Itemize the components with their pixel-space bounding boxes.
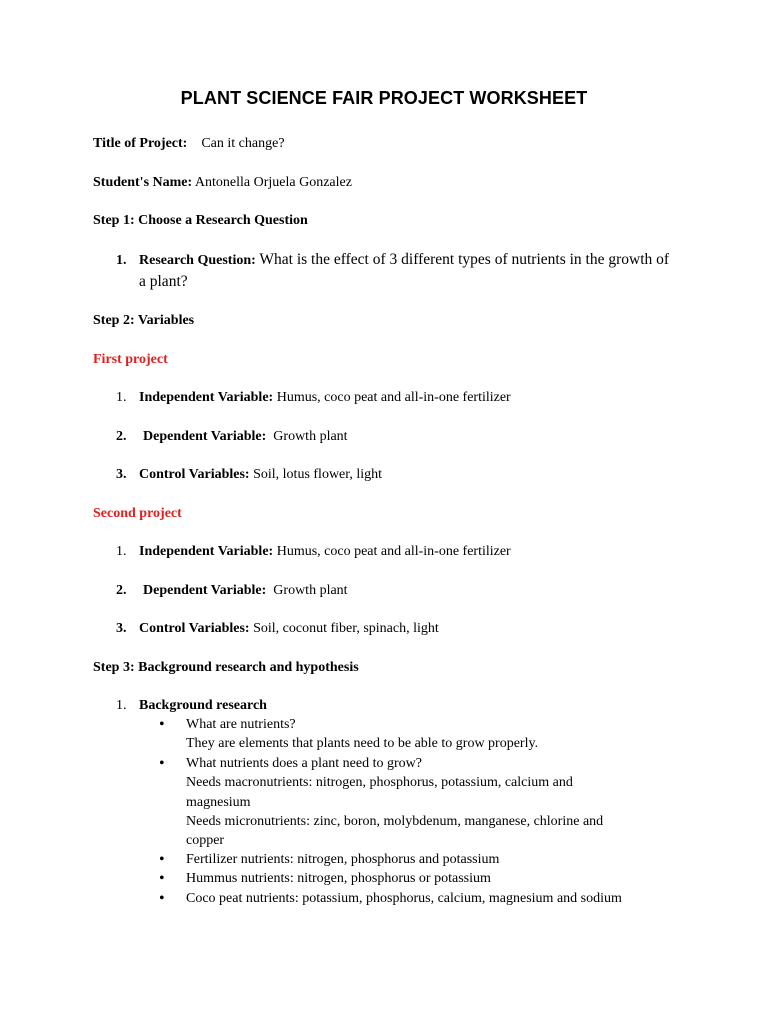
first-independent-variable [139,388,511,407]
research-question-value: What is the effect of 3 different types of nutrients in the growth of a plant? [139,251,670,290]
student-name-line [93,173,352,192]
bullet-line: magnesium [186,794,251,810]
variable-value: Soil, coconut fiber, spinach, light [253,621,439,636]
second-item-3-number: 3. [116,621,127,636]
step3-number: 1. [116,698,127,713]
bullet-item [186,754,676,850]
bullet-item [186,715,676,754]
first-dependent-variable [143,427,348,446]
second-independent-variable [139,542,511,561]
second-control-variables [139,619,439,638]
bullet-line: What are nutrients? [186,717,296,732]
second-project-heading: Second project [93,506,182,521]
research-question [139,249,679,292]
background-research-label: Background research [139,698,267,713]
second-item-2-number: 2. [116,583,127,598]
variable-value: Growth plant [273,429,348,444]
bullet-line: Hummus nutrients: nitrogen, phosphorus or potassium [186,871,491,886]
project-title-line [93,134,285,153]
bullet-item [186,889,676,908]
bullet-line: They are elements that plants need to be able to grow properly. [186,736,539,752]
bullet-line: Coco peat nutrients: potassium, phosphorus, calcium, magnesium and sodium [186,891,622,906]
bullet-line: What nutrients does a plant need to grow? [186,756,422,771]
bullet-item [186,850,676,869]
variable-label: Dependent Variable: [143,429,267,444]
bullet-icon: • [159,716,165,733]
student-name-value: Antonella Orjuela Gonzalez [194,175,352,190]
project-title-value: Can it change? [201,136,285,151]
variable-label: Control Variables: [139,467,250,482]
first-project-heading: First project [93,352,168,367]
bullet-line: Needs macronutrients: nitrogen, phosphorus, potassium, calcium and [186,775,573,791]
step1-number: 1. [116,253,127,268]
first-item-3-number: 3. [116,467,127,482]
bullet-icon: • [159,851,165,868]
bullet-icon: • [159,890,165,907]
variable-value: Soil, lotus flower, light [253,467,383,482]
bullet-icon: • [159,870,165,887]
variable-value: Humus, coco peat and all-in-one fertilizer [276,544,511,559]
step2-heading: Step 2: Variables [93,313,195,328]
variable-value: Humus, coco peat and all-in-one fertilizer [276,390,511,405]
bullet-item [186,869,676,888]
variable-label: Control Variables: [139,621,250,636]
variable-value: Growth plant [273,583,348,598]
variable-label: Independent Variable: [139,544,274,559]
second-item-1-number: 1. [116,544,127,559]
page-title: PLANT SCIENCE FAIR PROJECT WORKSHEET [180,88,588,108]
variable-label: Independent Variable: [139,390,274,405]
bullet-line: copper [186,833,225,849]
first-item-2-number: 2. [116,429,127,444]
first-control-variables [139,465,382,484]
bullet-line: Fertilizer nutrients: nitrogen, phosphorus and potassium [186,852,500,867]
second-dependent-variable [143,581,348,600]
research-question-label: Research Question: [139,253,256,268]
bullet-line: Needs micronutrients: zinc, boron, molybdenum, manganese, chlorine and [186,813,604,829]
project-title-label: Title of Project: [93,136,188,151]
first-item-1-number: 1. [116,390,127,405]
student-name-label: Student's Name: [93,175,193,190]
variable-label: Dependent Variable: [143,583,267,598]
bullet-icon: • [159,755,165,772]
step1-heading: Step 1: Choose a Research Question [93,213,308,228]
step3-heading: Step 3: Background research and hypothesis [93,660,359,675]
